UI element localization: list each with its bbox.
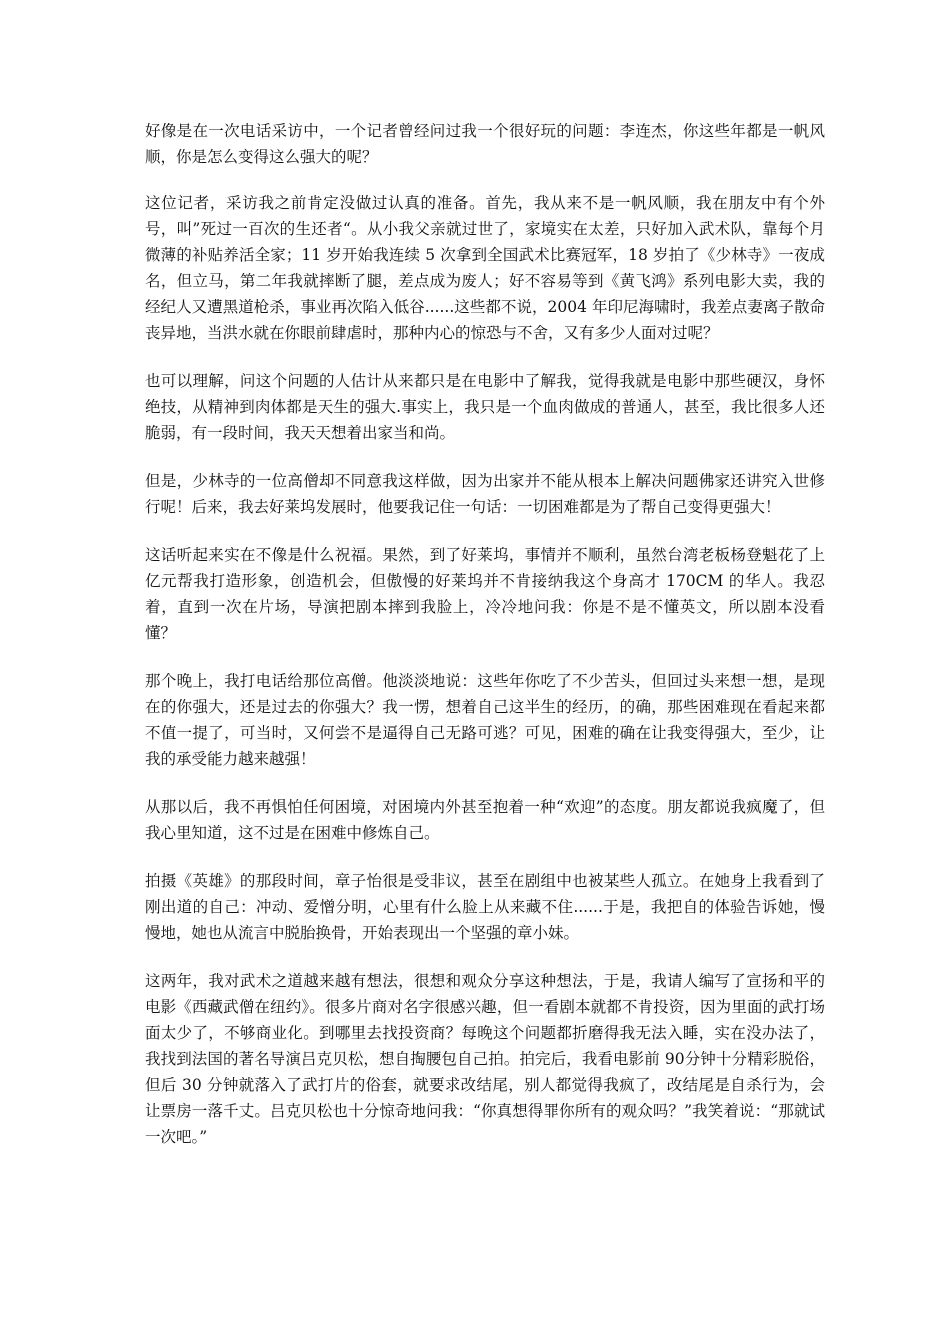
paragraph-6: 那个晚上，我打电话给那位高僧。他淡淡地说：这些年你吃了不少苦头，但回过头来想一想，是现在的你强大，还是过去的你强大？我一愣，想着自己这半生的经历，的确，那些困难现在看起来都不值一提了，可当时，又何尝不是逼得自己无路可逃？可见，困难的确在让我变得强大，至少，让我的承受能力越来越强！ — [145, 672, 825, 768]
paragraph-3: 也可以理解，问这个问题的人估计从来都只是在电影中了解我，觉得我就是电影中那些硬汉，身怀绝技，从精神到肉体都是天生的强大.事实上，我只是一个血肉做成的普通人，甚至，我比很多人还脆弱，有一段时间，我天天想着出家当和尚。 — [145, 372, 825, 442]
paragraph-2: 这位记者，采访我之前肯定没做过认真的准备。首先，我从来不是一帆风顺，我在朋友中有个外号，叫”死过一百次的生还者“。从小我父亲就过世了，家境实在太差，只好加入武术队，靠每个月微薄的补贴养活全家；11 岁开始我连续 5 次拿到全国武术比赛冠军，18 岁拍了《少林寺》一夜成名，但立马，第二年我就摔断了腿，差点成为废人；好不容易等到《黄飞鸿》系列电影大卖，我的经纪人又遭黑道枪杀，事业再次陷入低谷......这些都不说，2004 年印尼海啸时，我差点妻离子散命丧异地，当洪水就在你眼前肆虐时，那种内心的惊恐与不舍，又有多少人面对过呢？ — [145, 194, 825, 342]
paragraph-4: 但是，少林寺的一位高僧却不同意我这样做，因为出家并不能从根本上解决问题佛家还讲究入世修行呢！后来，我去好莱坞发展时，他要我记住一句话：一切困难都是为了帮自己变得更强大！ — [145, 472, 825, 516]
paragraph-5: 这话听起来实在不像是什么祝福。果然，到了好莱坞，事情并不顺利，虽然台湾老板杨登魁花了上亿元帮我打造形象，创造机会，但傲慢的好莱坞并不肯接纳我这个身高才 170CM 的华人。我忍着，直到一次在片场，导演把剧本摔到我脸上，冷冷地问我：你是不是不懂英文，所以剧本没看懂？ — [145, 546, 825, 642]
document-page — [145, 118, 825, 1172]
paragraph-1: 好像是在一次电话采访中，一个记者曾经问过我一个很好玩的问题：李连杰，你这些年都是一帆风顺，你是怎么变得这么强大的呢？ — [145, 122, 825, 166]
paragraph-9: 这两年，我对武术之道越来越有想法，很想和观众分享这种想法，于是，我请人编写了宣扬和平的电影《西藏武僧在纽约》。很多片商对名字很感兴趣，但一看剧本就都不肯投资，因为里面的武打场面太少了，不够商业化。到哪里去找投资商？每晚这个问题都折磨得我无法入睡，实在没办法了，我找到法国的著名导演吕克贝松，想自掏腰包自己拍。拍完后，我看电影前 90分钟十分精彩脱俗，但后 30 分钟就落入了武打片的俗套，就要求改结尾，别人都觉得我疯了，改结尾是自杀行为，会让票房一落千丈。吕克贝松也十分惊奇地问我：“你真想得罪你所有的观众吗？”我笑着说：“那就试一次吧。” — [145, 972, 825, 1146]
paragraph-8: 拍摄《英雄》的那段时间，章子怡很是受非议，甚至在剧组中也被某些人孤立。在她身上我看到了刚出道的自己：冲动、爱憎分明，心里有什么脸上从来藏不住......于是，我把自的体验告诉她，慢慢地，她也从流言中脱胎换骨，开始表现出一个坚强的章小妹。 — [145, 872, 825, 942]
paragraph-7: 从那以后，我不再惧怕任何困境，对困境内外甚至抱着一种“欢迎”的态度。朋友都说我疯魔了，但我心里知道，这不过是在困难中修炼自己。 — [145, 798, 825, 842]
